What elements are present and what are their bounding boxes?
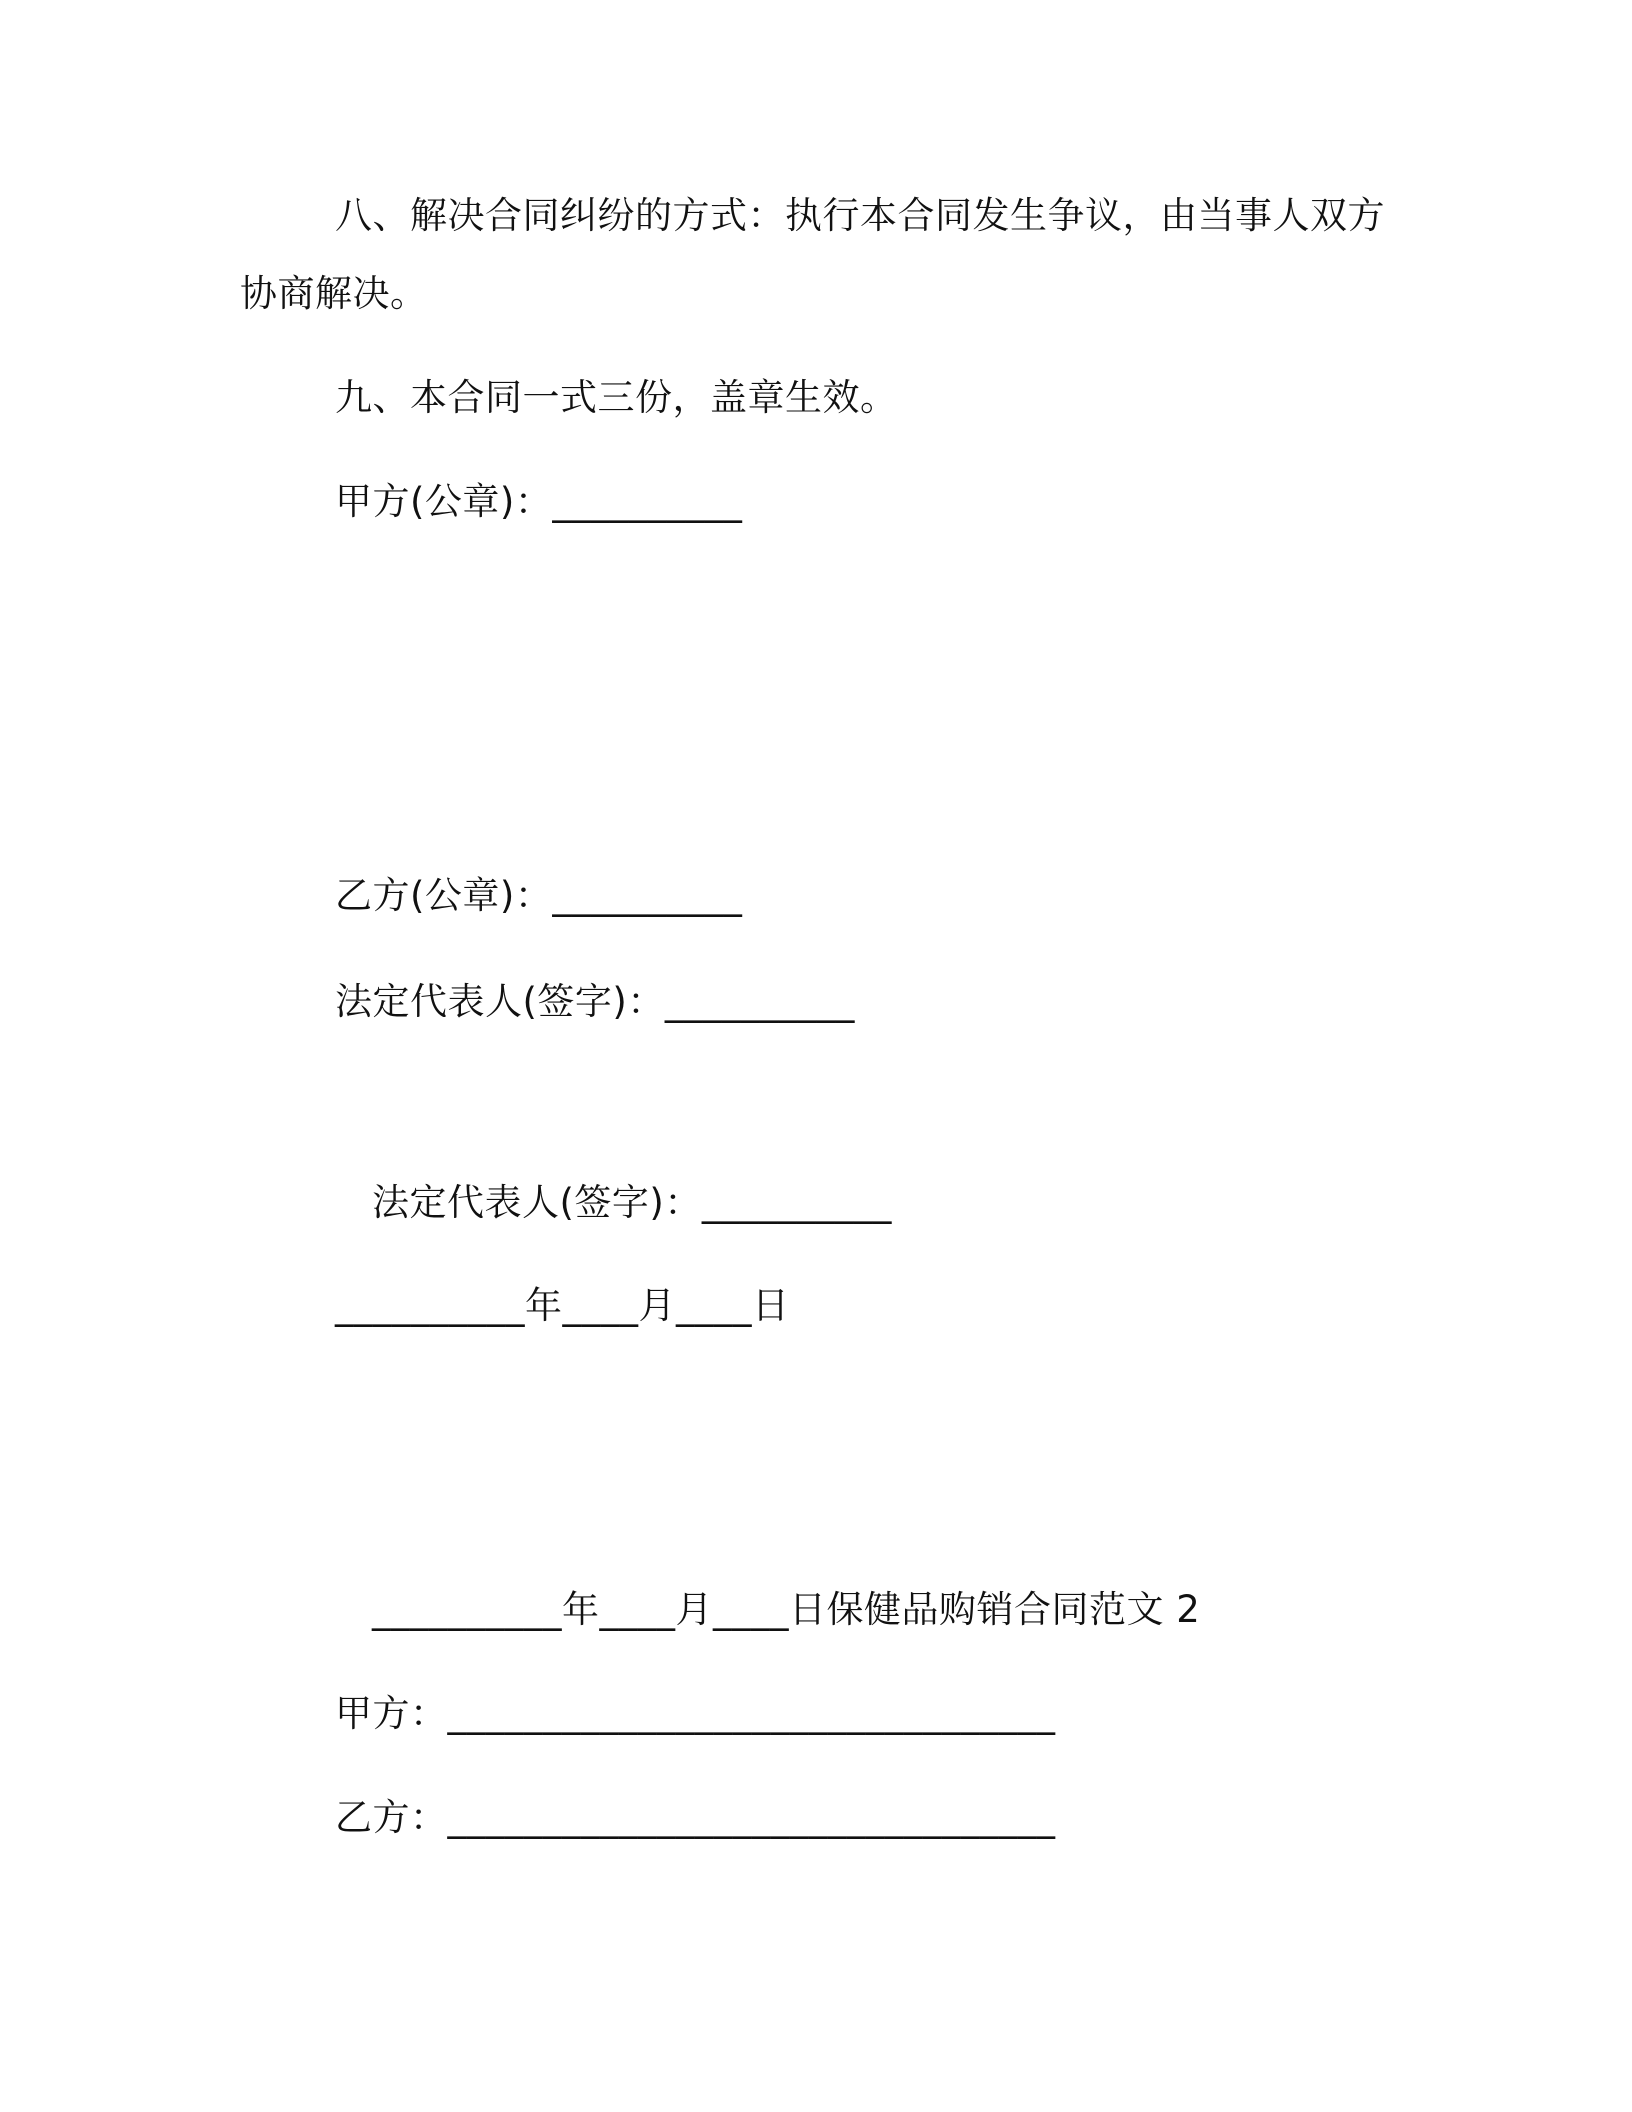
legal-representative-line-1: 法定代表人(签字)：__________ xyxy=(335,980,855,1023)
party-b-line: 乙方：________________________________ xyxy=(335,1796,1056,1839)
party-a-line: 甲方：________________________________ xyxy=(335,1692,1056,1735)
party-b-seal-line: 乙方(公章)：__________ xyxy=(335,874,743,917)
date-and-contract-title-line: __________年____月____日保健品购销合同范文 2 xyxy=(372,1588,1201,1631)
party-a-seal-line: 甲方(公章)：__________ xyxy=(335,480,743,523)
clause-9: 九、本合同一式三份，盖章生效。 xyxy=(335,376,898,419)
legal-representative-line-2: 法定代表人(签字)：__________ xyxy=(372,1181,892,1224)
clause-8-line-1: 八、解决合同纠纷的方式：执行本合同发生争议，由当事人双方 xyxy=(335,194,1385,237)
date-line: __________年____月____日 xyxy=(335,1284,790,1327)
clause-8-line-2: 协商解决。 xyxy=(240,272,428,315)
